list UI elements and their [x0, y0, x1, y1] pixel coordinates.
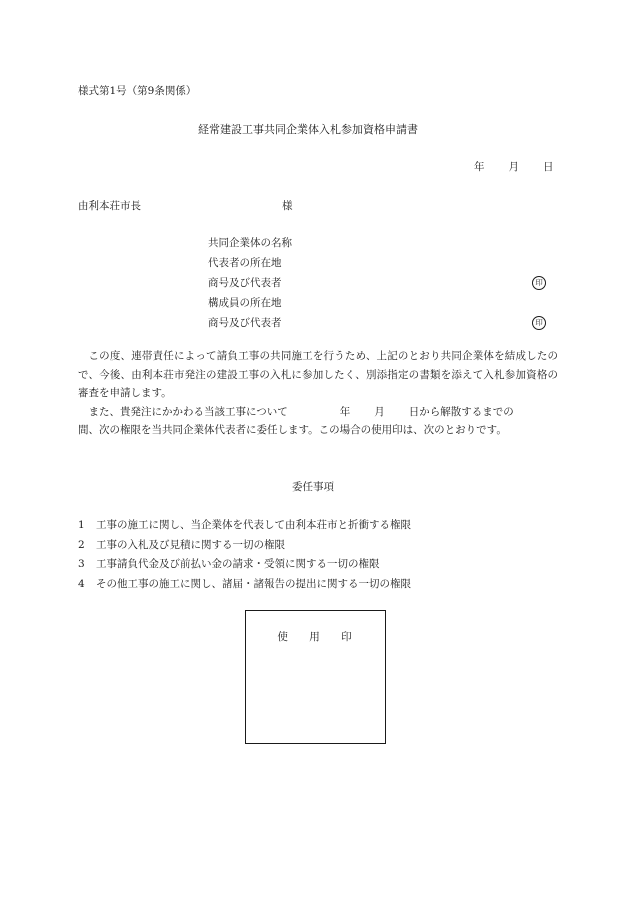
seal-impression-box: [245, 610, 386, 744]
field-rep-name: [208, 276, 548, 296]
field-label: 構成員の所在地: [208, 297, 282, 309]
field-label: 代表者の所在地: [208, 257, 282, 269]
para2-year: 年: [339, 405, 351, 418]
field-label: 共同企業体の名称: [208, 237, 292, 249]
list-item: [78, 518, 558, 538]
addressee-honorific: 様: [282, 200, 293, 212]
field-label: 商号及び代表者: [208, 317, 282, 329]
para2-part2: 日から解散するまでの: [408, 405, 514, 418]
seal-mark-icon: 印: [532, 316, 546, 330]
item-number: 2: [78, 538, 85, 551]
applicant-fields: [208, 236, 548, 336]
field-member-address: [208, 296, 548, 316]
list-item: [78, 557, 558, 577]
item-text: その他工事の施工に関し、諸届・諸報告の提出に関する一切の権限: [96, 577, 411, 590]
item-text: 工事の施工に関し、当企業体を代表して由利本荘市と折衝する権限: [96, 519, 411, 531]
field-member-name: [208, 316, 548, 336]
body-paragraph-1: この度、連帯責任によって請負工事の共同施工を行うため、上記のとおり共同企業体を結成したので、今後、由利本荘市発注の建設工事の入札に参加したく、別添指定の書類を添えて入札参加資格の審査を申請します。: [78, 350, 558, 399]
field-rep-address: [208, 256, 548, 276]
item-number: 3: [78, 558, 85, 570]
date-line: [474, 162, 554, 173]
list-item: [78, 577, 558, 597]
field-label: 商号及び代表者: [208, 277, 282, 289]
para2-month: 月: [374, 405, 385, 418]
date-month: 月: [508, 161, 519, 173]
item-number: 4: [78, 577, 85, 590]
item-number: 1: [78, 519, 85, 531]
body-paragraph-2-line2: 間、次の権限を当共同企業体代表者に委任します。この場合の使用印は、次のとおりです。: [78, 424, 507, 436]
item-text: 工事請負代金及び前払い金の請求・受領に関する一切の権限: [96, 558, 380, 570]
application-body: [78, 347, 558, 440]
form-number: 様式第1号（第9条関係）: [78, 85, 197, 97]
mandate-heading: 委任事項: [292, 481, 334, 493]
seal-box-label: 使 用 印: [277, 631, 354, 643]
addressee-name: 由利本荘市長: [78, 200, 141, 212]
mandate-list: [78, 518, 558, 596]
field-jv-name: [208, 236, 548, 256]
para2-part1: また、貴発注にかかわる当該工事について: [88, 405, 288, 418]
body-paragraph-2: [78, 403, 558, 422]
document-title: 経常建設工事共同企業体入札参加資格申請書: [198, 123, 418, 136]
date-year: 年: [474, 161, 485, 173]
seal-mark-icon: 印: [532, 276, 546, 290]
date-day: 日: [543, 161, 554, 173]
list-item: [78, 538, 558, 558]
item-text: 工事の入札及び見積に関する一切の権限: [96, 538, 285, 551]
